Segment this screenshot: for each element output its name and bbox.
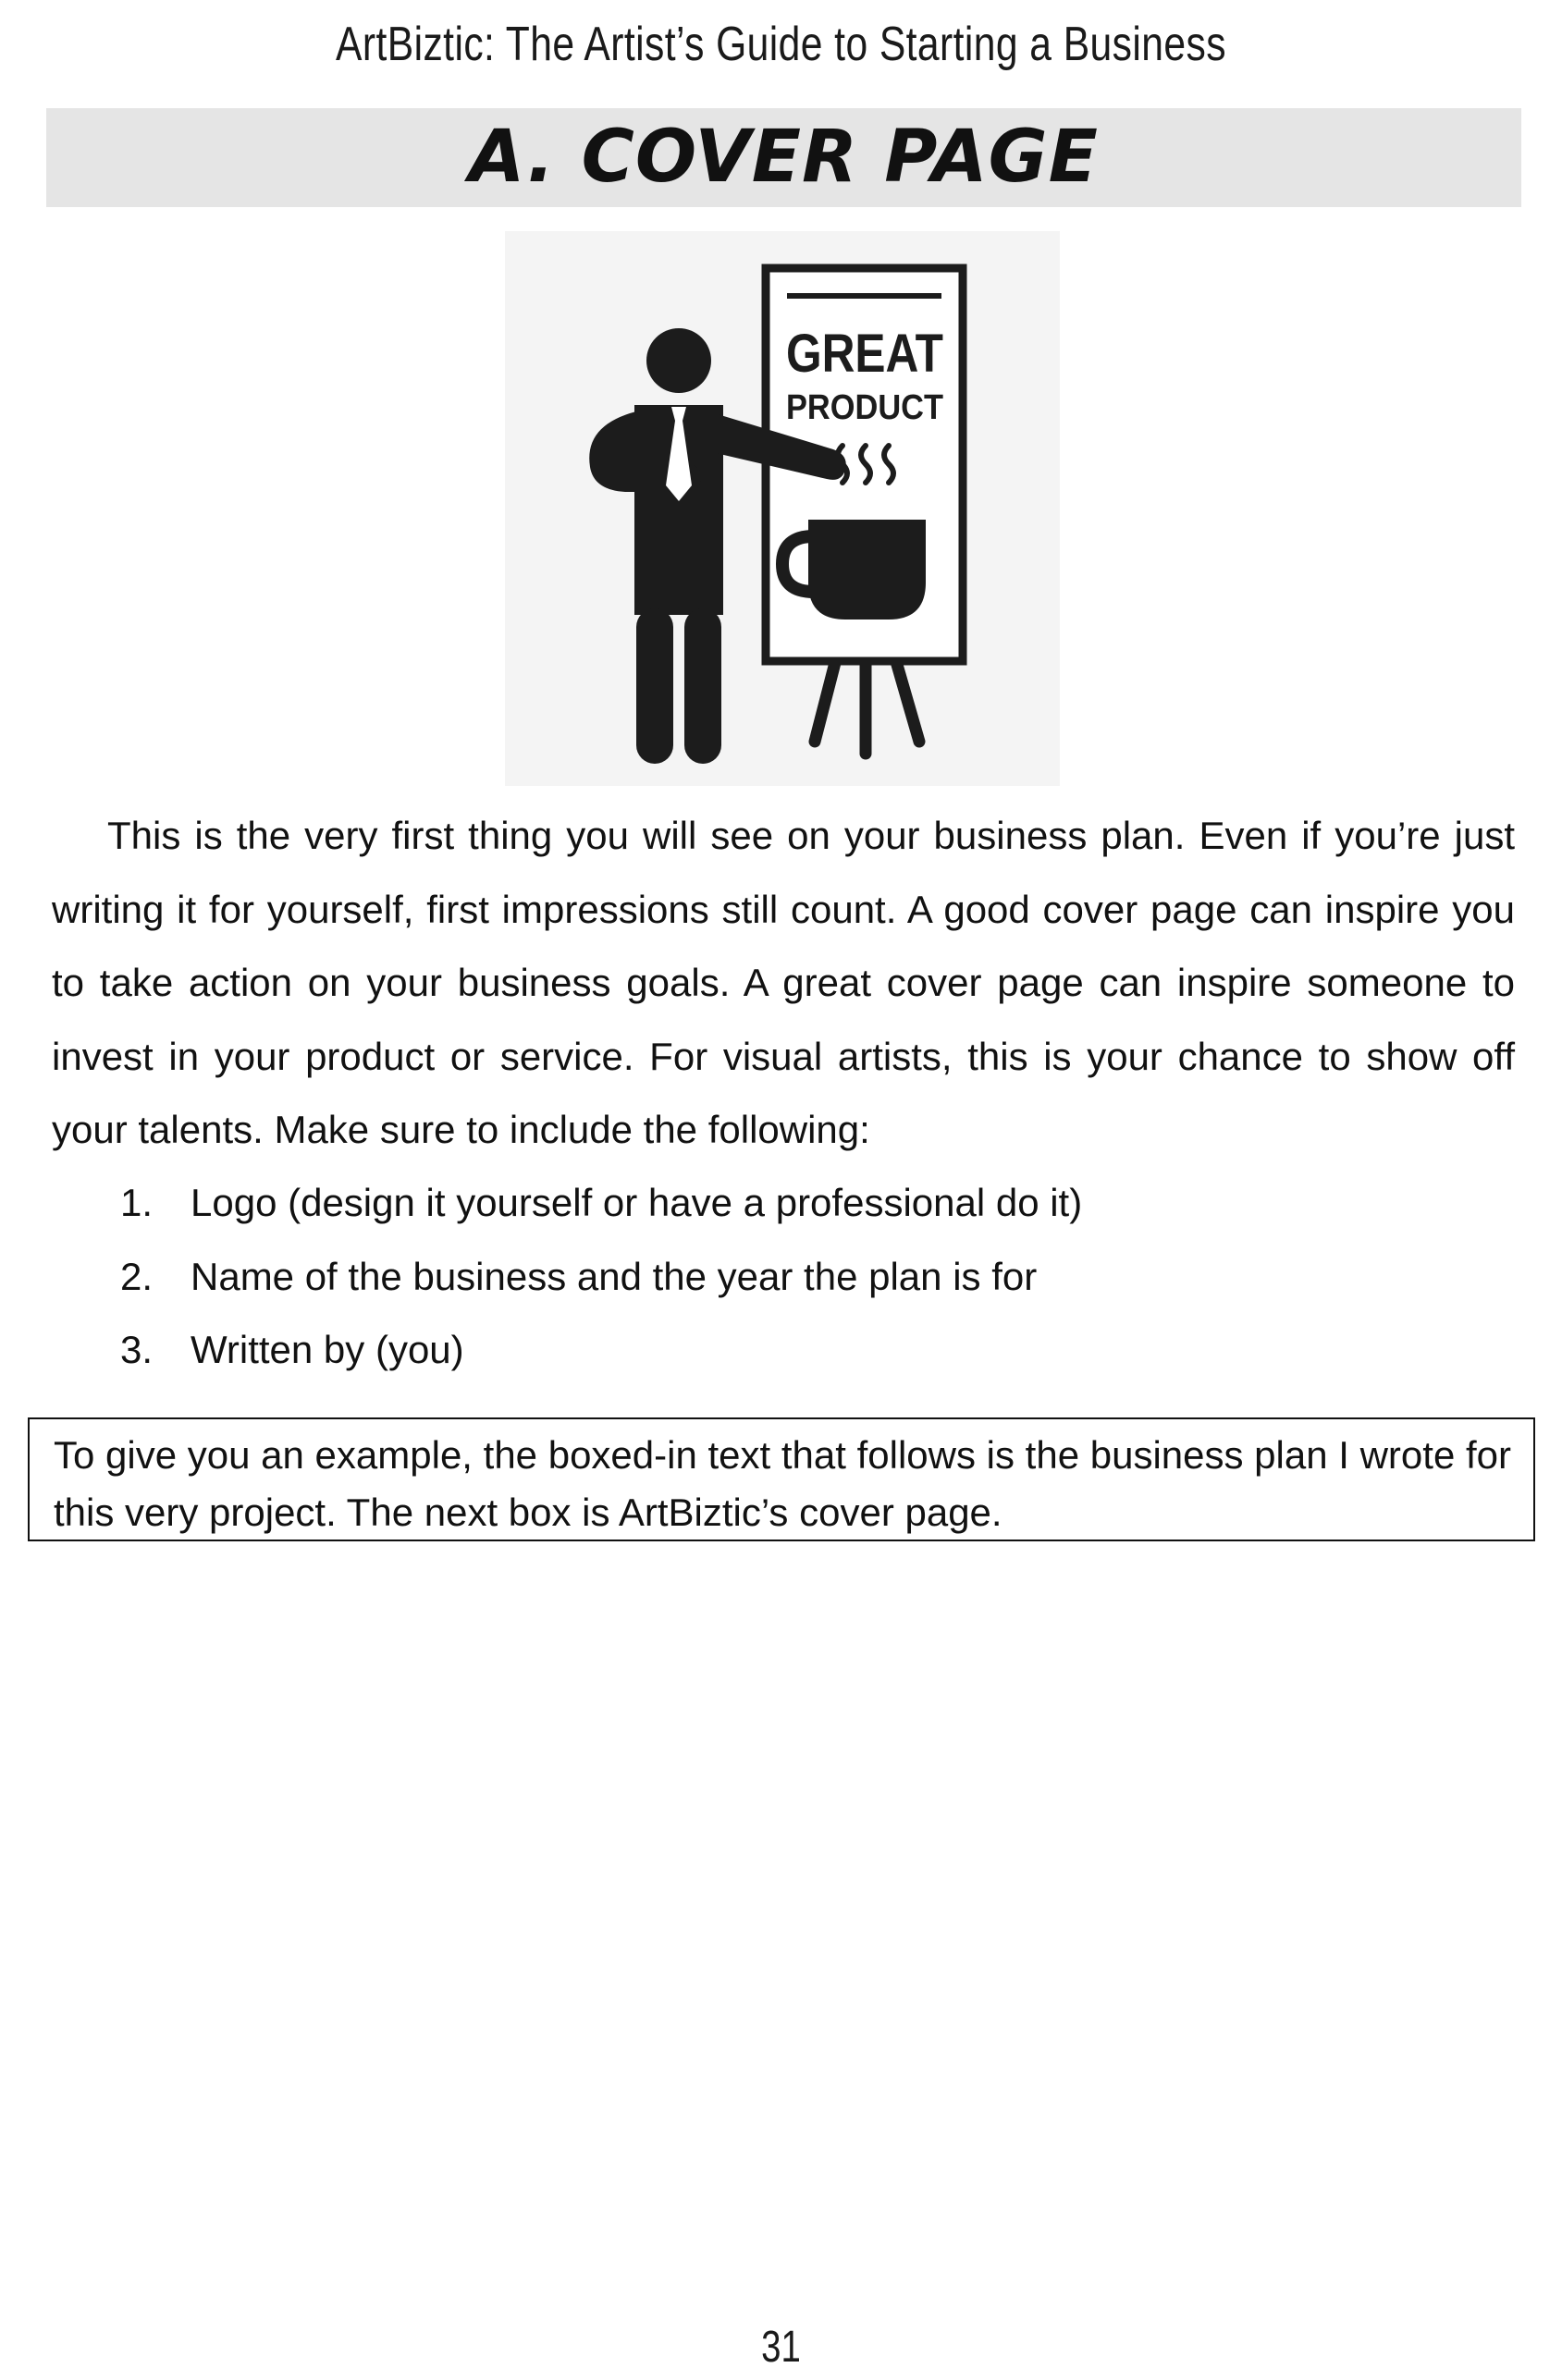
page-number: 31 — [761, 2323, 801, 2372]
list-item-text: Logo (design it yourself or have a professional do it) — [191, 1181, 1083, 1224]
list-item-number: 3. — [120, 1328, 154, 1371]
presenter-illustration — [505, 231, 1060, 786]
presenter-with-product-sign-icon — [505, 231, 1060, 786]
person-head — [646, 328, 711, 393]
section-title: A. COVER PAGE — [469, 116, 1099, 199]
coffee-cup-icon — [808, 520, 926, 620]
easel-leg-left — [815, 652, 838, 742]
sign-line2: PRODUCT — [786, 388, 943, 427]
list-item-text: Name of the business and the year the plan is for — [191, 1254, 1038, 1298]
example-note-box: To give you an example, the boxed-in text that follows is the business plan I wrote for this very project. The next box is ArtBiztic’s cover page. — [28, 1417, 1535, 1541]
running-header: ArtBiztic: The Artist’s Guide to Starting a Business — [336, 18, 1226, 71]
section-title-band — [46, 108, 1521, 207]
person-leg-right — [684, 608, 721, 764]
list-item — [52, 1166, 1515, 1240]
list-item-number: 1. — [120, 1181, 154, 1224]
list-item — [52, 1240, 1515, 1314]
list-item-text: Written by (you) — [191, 1328, 464, 1371]
cover-page-checklist — [52, 1166, 1515, 1387]
sign-line1: GREAT — [786, 324, 943, 384]
list-item-number: 2. — [120, 1254, 154, 1298]
intro-paragraph: This is the very first thing you will see on your business plan. Even if you’re just writing it for yourself, first impressions still count. A good cover page can inspire you to take action on your business goals. A great cover page can inspire someone to invest in your product or service. For visual artists, this is your chance to show off your talents. Make sure to include the following: — [52, 814, 1515, 1151]
person-leg-left — [636, 608, 673, 764]
easel-leg-right — [893, 652, 919, 742]
list-item — [52, 1313, 1515, 1387]
